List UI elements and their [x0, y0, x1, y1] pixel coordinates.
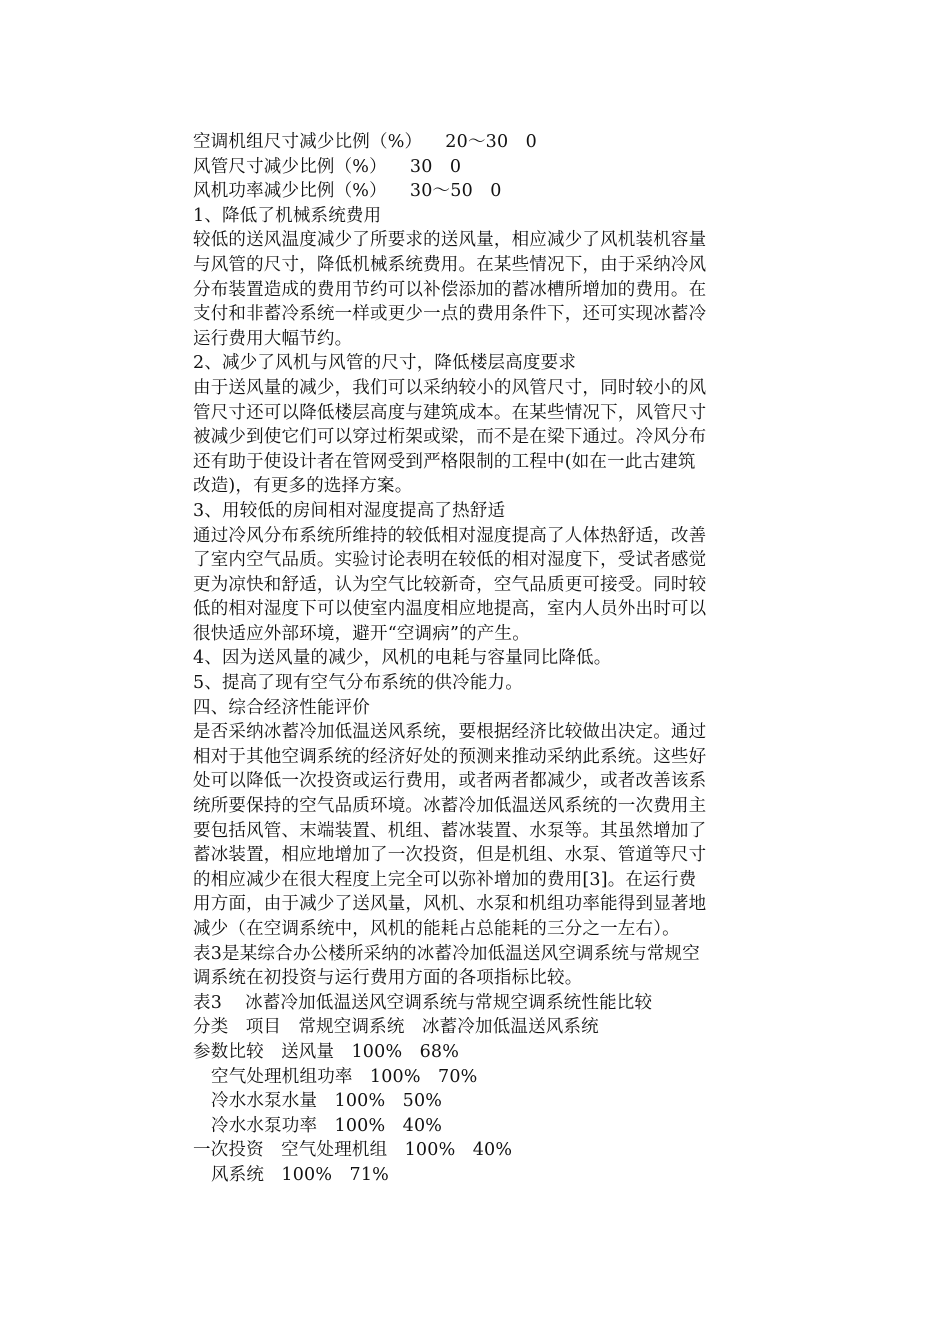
table-row: 风系统 100% 71%: [211, 1164, 390, 1185]
paragraph-4-line: 处可以降低一次投资或运行费用，或者两者都减少，或者改善该系: [193, 771, 707, 792]
table-caption: 表3 冰蓄冷加低温送风空调系统与常规空调系统性能比较: [193, 992, 653, 1013]
table-row: 冷水水泵水量 100% 50%: [211, 1091, 443, 1112]
section-heading-1: 1、降低了机械系统费用: [193, 205, 382, 226]
paragraph-3-line: 了室内空气品质。实验讨论表明在较低的相对湿度下，受试者感觉: [193, 550, 707, 571]
paragraph-2-line: 还有助于使设计者在管网受到严格限制的工程中(如在一此古建筑: [193, 451, 696, 472]
paragraph-4-line: 用方面，由于减少了送风量，风机、水泵和机组功率能得到显著地: [193, 894, 707, 915]
paragraph-5-line: 表3是某综合办公楼所采纳的冰蓄冷加低温送风空调系统与常规空: [193, 943, 700, 964]
paragraph-1-line: 支付和非蓄冷系统一样或更少一点的费用条件下，还可实现冰蓄冷: [193, 304, 707, 325]
paragraph-1-line: 较低的送风温度减少了所要求的送风量，相应减少了风机装机容量: [193, 230, 707, 251]
paragraph-3-line: 低的相对湿度下可以使室内温度相应地提高，室内人员外出时可以: [193, 599, 707, 620]
paragraph-4-line: 减少（在空调系统中，风机的能耗占总能耗的三分之一左右）。: [193, 919, 680, 939]
section-heading-5: 5、提高了现有空气分布系统的供冷能力。: [193, 673, 523, 694]
section-heading-4: 4、因为送风量的减少，风机的电耗与容量同比降低。: [193, 648, 612, 669]
paragraph-4-line: 蓄冰装置，相应地增加了一次投资，但是机组、水泵、管道等尺寸: [193, 845, 707, 866]
paragraph-2-line: 改造)，有更多的选择方案。: [193, 476, 413, 497]
chapter-heading: 四、综合经济性能评价: [193, 697, 370, 718]
table-row: 冷水水泵功率 100% 40%: [211, 1115, 443, 1136]
paragraph-2-line: 管尺寸还可以降低楼层高度与建筑成本。在某些情况下，风管尺寸: [193, 402, 707, 423]
paragraph-4-line: 要包括风管、末端装置、机组、蓄冰装置、水泵等。其虽然增加了: [193, 820, 707, 841]
table-row: 参数比较 送风量 100% 68%: [193, 1041, 460, 1062]
paragraph-4-line: 是否采纳冰蓄冷加低温送风系统，要根据经济比较做出决定。通过: [193, 722, 707, 743]
table-row: 一次投资 空气处理机组 100% 40%: [193, 1140, 513, 1161]
table-row-duct-size: 风管尺寸减少比例（%） 30 0: [193, 156, 462, 177]
paragraph-1-line: 分布装置造成的费用节约可以补偿添加的蓄冰槽所增加的费用。在: [193, 279, 707, 300]
table-row: 空气处理机组功率 100% 70%: [211, 1066, 478, 1087]
section-heading-2: 2、减少了风机与风管的尺寸，降低楼层高度要求: [193, 353, 577, 374]
paragraph-3-line: 很快适应外部环境，避开“空调病”的产生。: [193, 623, 530, 644]
section-heading-3: 3、用较低的房间相对湿度提高了热舒适: [193, 500, 506, 521]
paragraph-5-line: 调系统在初投资与运行费用方面的各项指标比较。: [193, 968, 583, 989]
table-row-ahu-size: 空调机组尺寸减少比例（%） 20～30 0: [193, 132, 537, 152]
table-header-row: 分类 项目 常规空调系统 冰蓄冷加低温送风系统: [193, 1017, 599, 1038]
paragraph-4-line: 相对于其他空调系统的经济好处的预测来推动采纳此系统。这些好: [193, 746, 707, 767]
table-row-fan-power: 风机功率减少比例（%） 30～50 0: [193, 181, 502, 202]
paragraph-2-line: 被减少到使它们可以穿过桁架或梁，而不是在梁下通过。冷风分布: [193, 427, 707, 448]
paragraph-3-line: 通过冷风分布系统所维持的较低相对湿度提高了人体热舒适，改善: [193, 525, 707, 546]
paragraph-4-line: 的相应减少在很大程度上完全可以弥补增加的费用[3]。在运行费: [193, 869, 697, 890]
paragraph-1-line: 运行费用大幅节约。: [193, 328, 353, 349]
paragraph-1-line: 与风管的尺寸，降低机械系统费用。在某些情况下，由于采纳冷风: [193, 254, 707, 275]
paragraph-3-line: 更为凉快和舒适，认为空气比较新奇，空气品质更可接受。同时较: [193, 574, 707, 595]
paragraph-2-line: 由于送风量的减少，我们可以采纳较小的风管尺寸，同时较小的风: [193, 377, 707, 398]
document-body: [193, 130, 753, 1188]
paragraph-4-line: 统所要保持的空气品质环境。冰蓄冷加低温送风系统的一次费用主: [193, 796, 707, 817]
